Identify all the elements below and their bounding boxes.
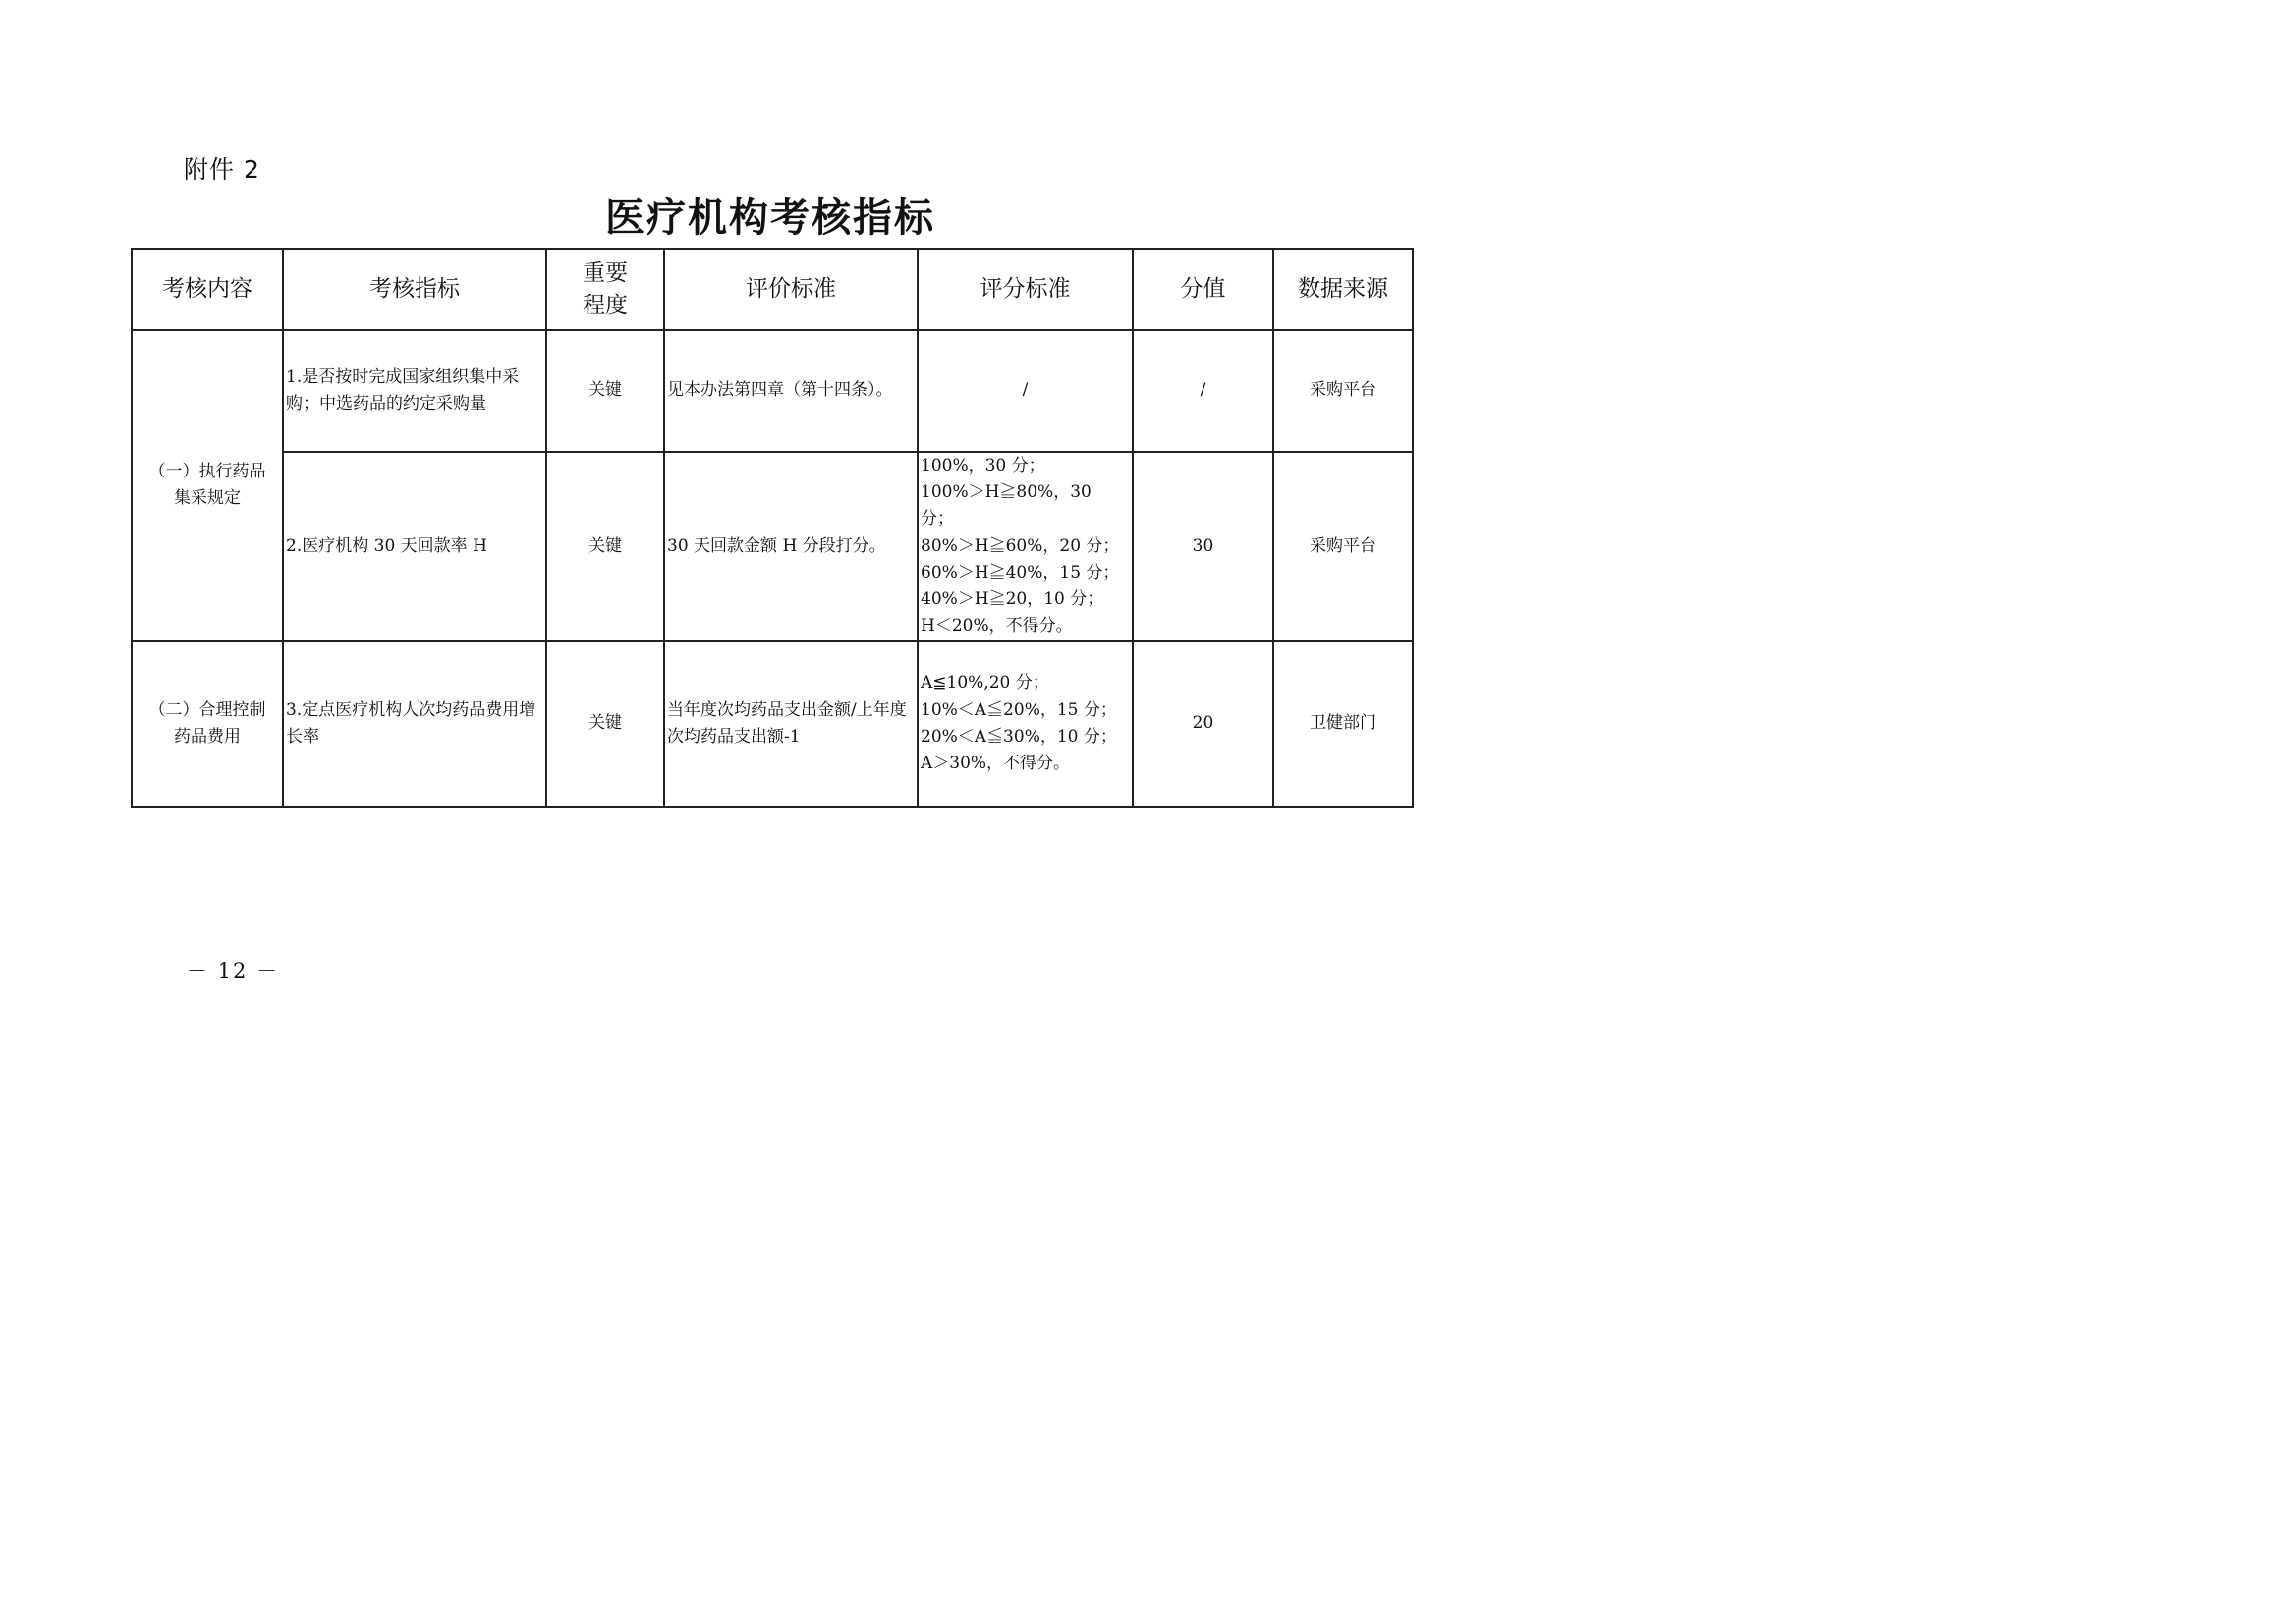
scoring-line: 60%＞H≧40%，15 分； (921, 562, 1120, 583)
scoring-cell (918, 641, 1133, 807)
importance-cell: 关键 (546, 641, 664, 807)
indicator-cell: 3.定点医疗机构人次均药品费用增长率 (283, 641, 546, 807)
source-cell: 采购平台 (1273, 452, 1413, 641)
source-cell: 卫健部门 (1273, 641, 1413, 807)
scoring-line: 100%＞H≧80%，30 分； (921, 482, 1092, 530)
scoring-cell (918, 330, 1133, 452)
scoring-line: 10%＜A≦20%，15 分； (921, 700, 1117, 720)
scoring-line: 20%＜A≦30%，10 分； (921, 726, 1117, 747)
table-row (132, 641, 1413, 807)
importance-cell: 关键 (546, 330, 664, 452)
header-indicator: 考核指标 (283, 249, 546, 330)
importance-cell: 关键 (546, 452, 664, 641)
scoring-cell (918, 452, 1133, 641)
source-cell: 采购平台 (1273, 330, 1413, 452)
scoring-line: / (1022, 380, 1029, 401)
page-title: 医疗机构考核指标 (605, 195, 935, 241)
scoring-line: H＜20%，不得分。 (921, 616, 1073, 637)
header-content: 考核内容 (132, 249, 283, 330)
table-row (132, 330, 1413, 452)
points-cell: 20 (1133, 641, 1273, 807)
scoring-line: 80%＞H≧60%，20 分； (921, 535, 1120, 556)
header-source: 数据来源 (1273, 249, 1413, 330)
criteria-cell: 见本办法第四章（第十四条）。 (664, 330, 918, 452)
header-points: 分值 (1133, 249, 1273, 330)
header-criteria: 评价标准 (664, 249, 918, 330)
table-row (132, 452, 1413, 641)
category-cell: （一）执行药品集采规定 (132, 330, 283, 641)
assessment-table (131, 248, 1414, 808)
points-cell: 30 (1133, 452, 1273, 641)
scoring-line: A＞30%，不得分。 (921, 754, 1071, 773)
page-number: － 12 － (187, 959, 280, 982)
category-cell: （二）合理控制药品费用 (132, 641, 283, 807)
criteria-cell: 30 天回款金额 H 分段打分。 (664, 452, 918, 641)
attachment-label: 附件 2 (184, 155, 260, 184)
table-header-row (132, 249, 1413, 330)
scoring-line: 100%，30 分； (921, 456, 1045, 476)
indicator-cell: 2.医疗机构 30 天回款率 H (283, 452, 546, 641)
header-importance: 重要 程度 (546, 249, 664, 330)
scoring-line: A≦10%,20 分； (921, 673, 1049, 694)
criteria-cell: 当年度次均药品支出金额/上年度次均药品支出额-1 (664, 641, 918, 807)
indicator-cell: 1.是否按时完成国家组织集中采购；中选药品的约定采购量 (283, 330, 546, 452)
header-scoring: 评分标准 (918, 249, 1133, 330)
scoring-line: 40%＞H≧20，10 分； (921, 588, 1104, 609)
points-cell: / (1133, 330, 1273, 452)
